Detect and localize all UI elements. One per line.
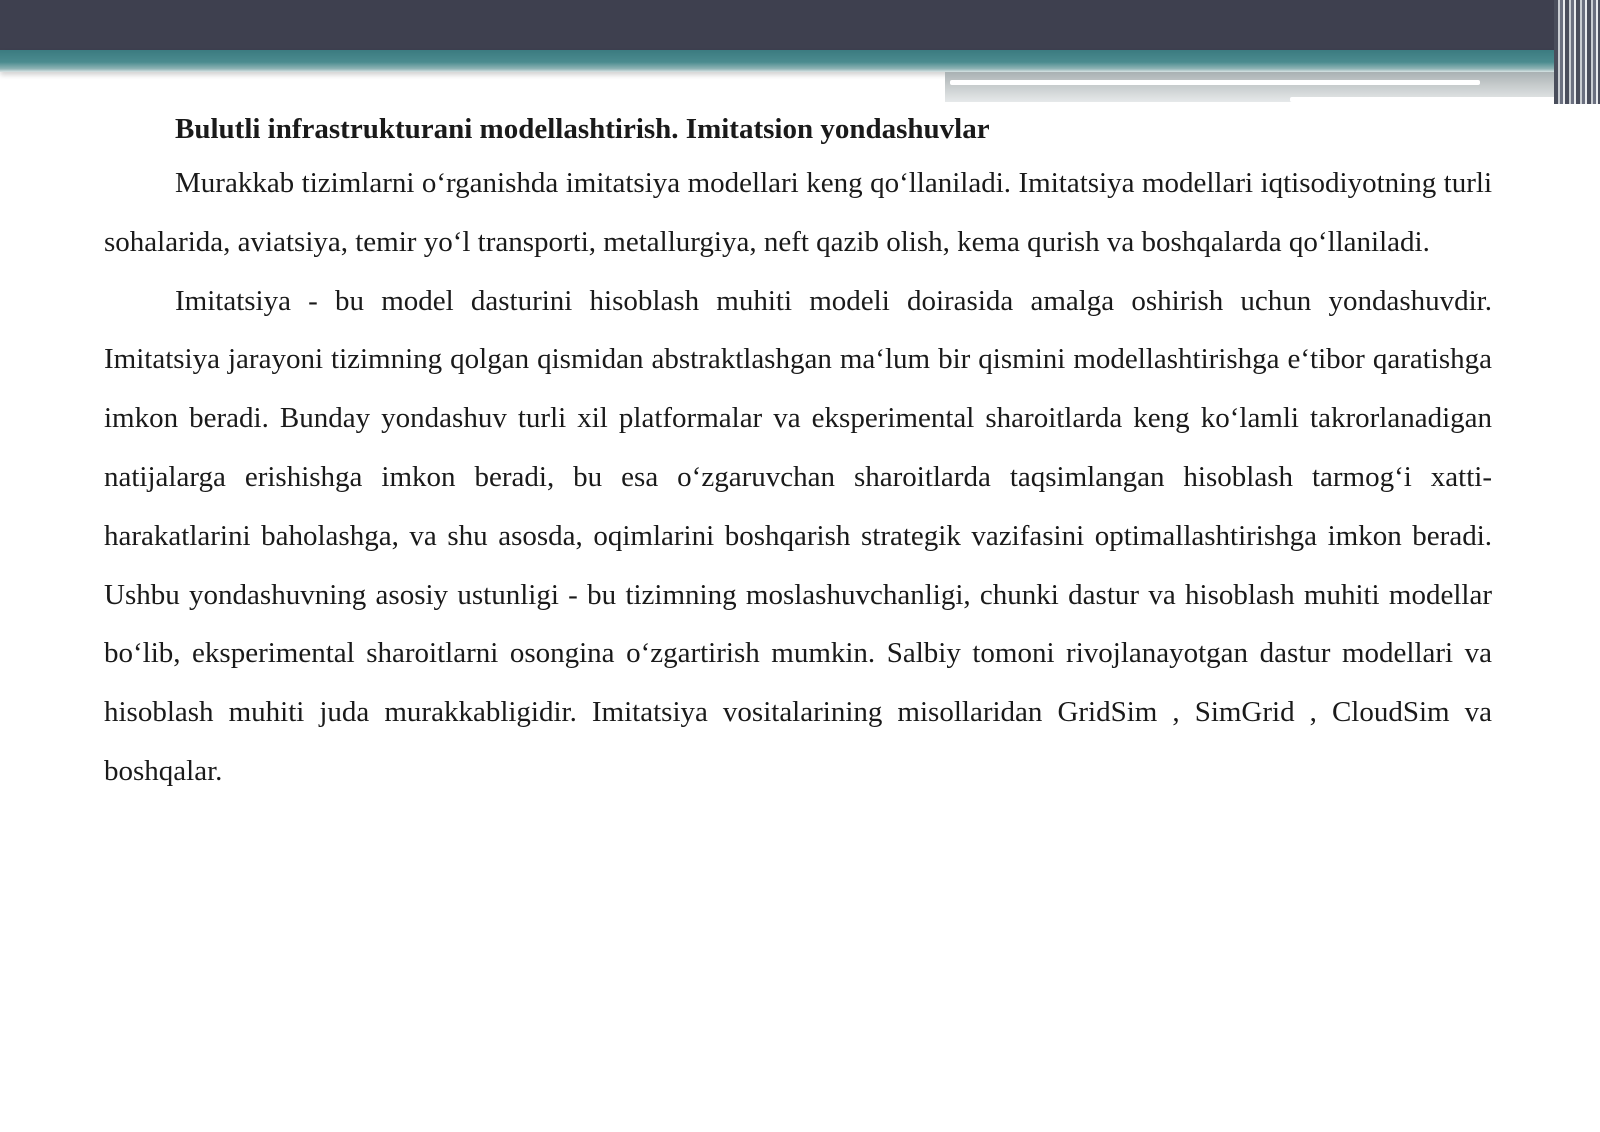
- paragraph-2: Imitatsiya - bu model dasturini hisoblash muhiti modeli doirasida amalga oshirish uchun yondashuvdir. Imitatsiya jarayoni tizimning qolgan qismidan abstraktlashgan ma‘lum bir qismini modellashtirishga e‘tibor qaratishga imkon beradi. Bunday yondashuv turli xil platformalar va eksperimental sharoitlarda keng ko‘lamli takrorlanadigan natijalarga erishishga imkon beradi, bu esa o‘zgaruvchan sharoitlarda taqsimlangan hisoblash tarmog‘i xatti-harakatlarini baholashga, va shu asosda, oqimlarini boshqarish strategik vazifasini optimallashtirishga imkon beradi. Ushbu yondashuvning asosiy ustunligi - bu tizimning moslashuvchanligi, chunki dastur va hisoblash muhiti modellar bo‘lib, eksperimental sharoitlarni osongina o‘zgartirish mumkin. Salbiy tomoni rivojlanayotgan dastur modellari va hisoblash muhiti juda murakkabligidir. Imitatsiya vositalarining misollaridan GridSim , SimGrid , CloudSim va boshqalar.: [104, 284, 1492, 787]
- document-title: Bulutli infrastrukturani modellashtirish. Imitatsion yondashuvlar: [175, 113, 990, 145]
- header-corner-stripes: [1554, 0, 1600, 104]
- document-body: [104, 104, 1492, 801]
- header-accent-line: [950, 80, 1480, 85]
- paragraph-1: Murakkab tizimlarni o‘rganishda imitatsiya modellari keng qo‘llaniladi. Imitatsiya modellari iqtisodiyotning turli sohalarida, aviatsiya, temir yo‘l transporti, metallurgiya, neft qazib olish, kema qurish va boshqalarda qo‘llaniladi.: [104, 167, 1492, 258]
- header-dark-bar: [0, 0, 1600, 50]
- header-accent-line-short: [1290, 97, 1570, 102]
- header-teal-band: [0, 50, 1600, 72]
